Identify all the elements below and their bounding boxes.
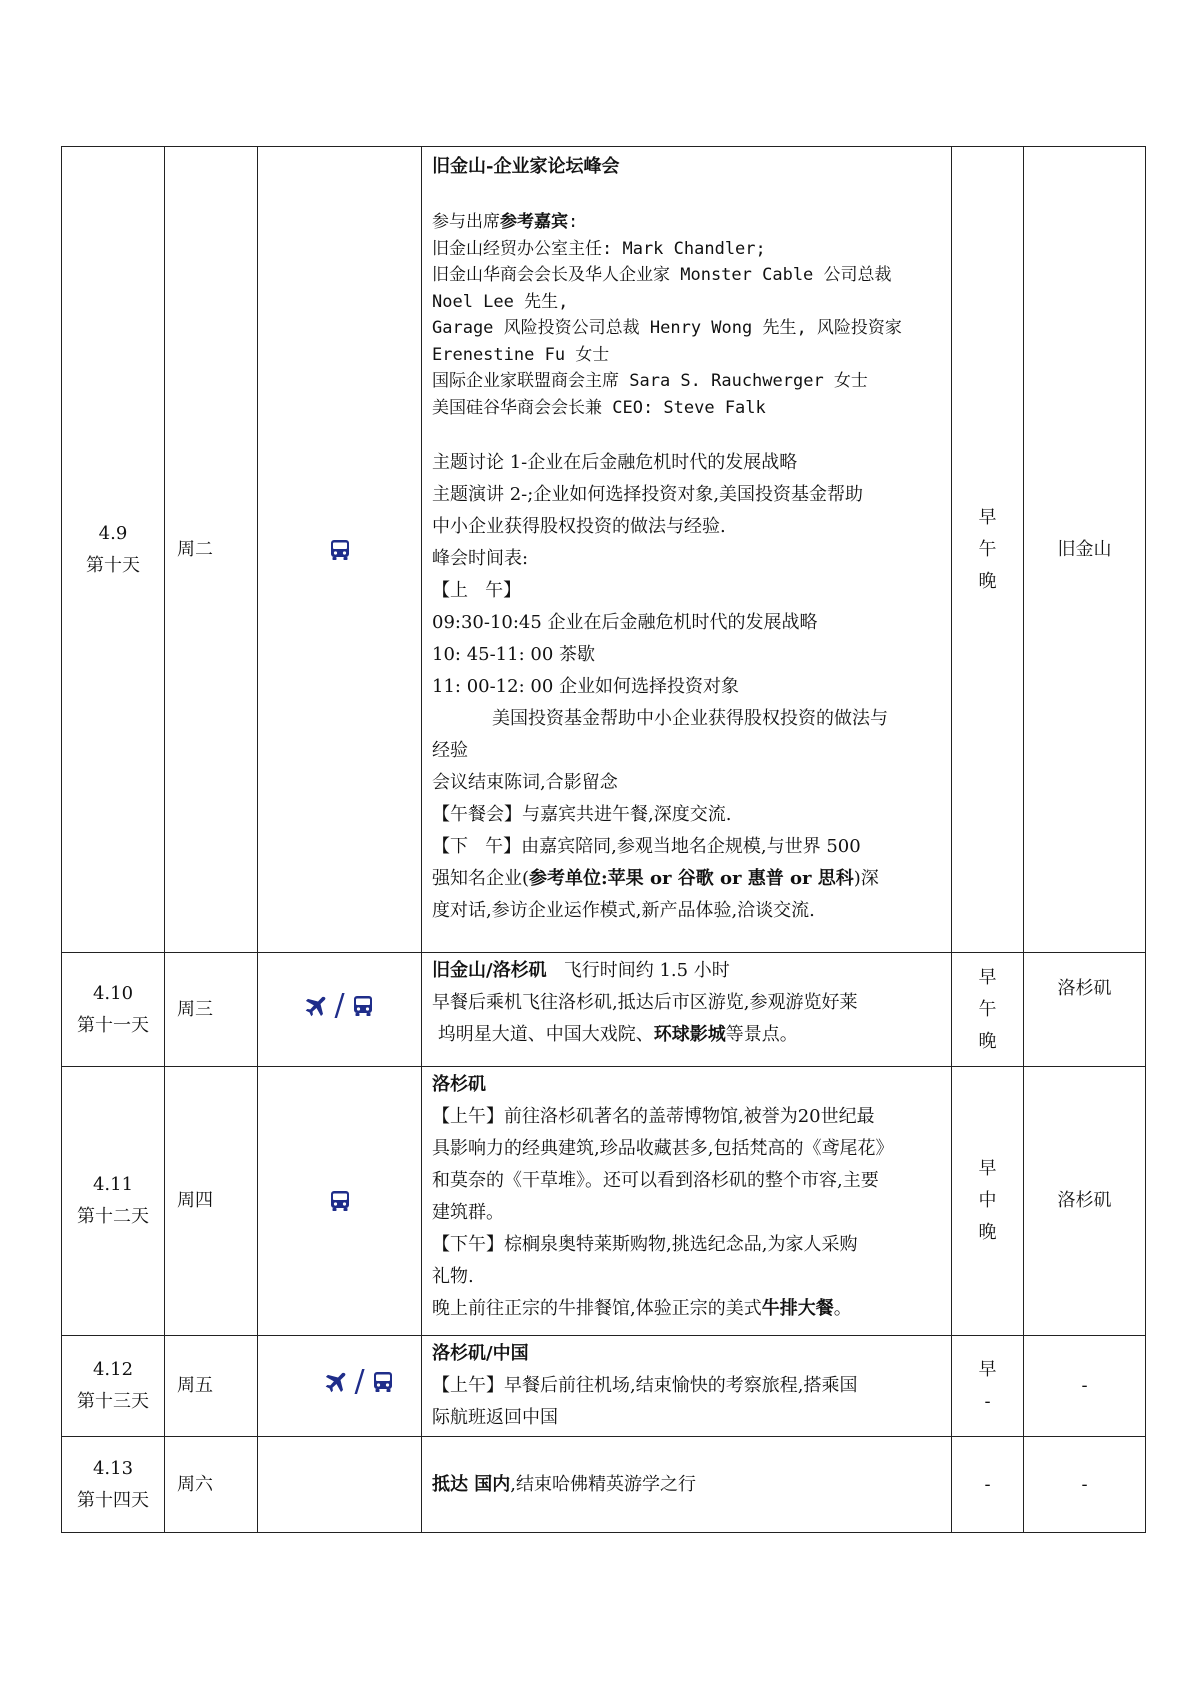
afternoon-line: 度对话,参访企业运作模式,新产品体验,洽谈交流.: [432, 900, 815, 921]
weekday-cell: 周二: [165, 147, 258, 953]
closing-line: 会议结束陈词,合影留念: [432, 772, 618, 793]
meals-cell: [952, 953, 1024, 1067]
schedule-line: 美国投资基金帮助中小企业获得股权投资的做法与: [492, 708, 888, 729]
transport-cell: [258, 953, 422, 1067]
hotel-cell: 洛杉矶: [1024, 1067, 1146, 1336]
afternoon-line: 强知名企业(参考单位:苹果 or 谷歌 or 惠普 or 思科)深: [432, 868, 879, 889]
date-text: 4.12: [92, 1359, 134, 1380]
meal-label: 早: [978, 506, 997, 528]
guest-line: Garage 风险投资公司总裁 Henry Wong 先生, 风险投资家: [432, 318, 902, 338]
weekday-cell: 周四: [165, 1067, 258, 1336]
topic-line: 主题演讲 2-;企业如何选择投资对象,美国投资基金帮助: [432, 484, 864, 505]
schedule-line: 09:30-10:45 企业在后金融危机时代的发展战略: [432, 612, 818, 633]
date-cell: [62, 147, 165, 953]
schedule-label: 【上 午】: [432, 580, 522, 601]
topic-line: 中小企业获得股权投资的做法与经验.: [432, 516, 726, 537]
day-number: 第十天: [86, 554, 140, 576]
meal-label: 晚: [978, 1030, 997, 1052]
table-row: [62, 1067, 1146, 1336]
meal-label: 早: [978, 966, 997, 988]
meals-cell: [952, 1336, 1024, 1437]
itinerary-content: [422, 1437, 952, 1533]
content-line: 建筑群。: [432, 1202, 504, 1223]
day-number: 第十一天: [77, 1014, 149, 1036]
transport-separator: /: [354, 1364, 365, 1399]
meal-label: 晚: [978, 570, 997, 592]
hotel-cell: 洛杉矶: [1024, 953, 1146, 1067]
day-title: 洛杉矶: [432, 1074, 486, 1095]
date-cell: [62, 1336, 165, 1437]
meal-label: 早: [978, 1359, 997, 1380]
content-line: 早餐后乘机飞往洛杉矶,抵达后市区游览,参观游览好莱: [432, 992, 858, 1013]
date-text: 4.9: [98, 522, 128, 544]
afternoon-line: 【下 午】由嘉宾陪同,参观当地名企规模,与世界 500: [432, 836, 861, 857]
bus-icon: [351, 994, 375, 1018]
content-line: 【上午】早餐后前往机场,结束愉快的考察旅程,搭乘国: [432, 1375, 858, 1396]
transport-cell: [258, 147, 422, 953]
bus-icon: [328, 538, 352, 562]
content-line: 际航班返回中国: [432, 1407, 558, 1428]
guest-line: 美国硅谷华商会会长兼 CEO: Steve Falk: [432, 397, 766, 418]
schedule-line: 经验: [432, 740, 468, 761]
content-line: 礼物.: [432, 1266, 474, 1287]
guests-intro: 参与出席参考嘉宾:: [432, 212, 579, 232]
transport-cell: [258, 1067, 422, 1336]
date-cell: [62, 1437, 165, 1533]
table-row: [62, 147, 1146, 953]
lunch-line: 【午餐会】与嘉宾共进午餐,深度交流.: [432, 804, 732, 825]
itinerary-content: [422, 147, 952, 953]
weekday-cell: 周五: [165, 1336, 258, 1437]
hotel-cell: -: [1024, 1437, 1146, 1533]
plane-icon: [324, 1370, 348, 1394]
weekday-cell: 周三: [165, 953, 258, 1067]
meals-cell: [952, 1437, 1024, 1533]
meals-cell: [952, 1067, 1024, 1336]
meal-label: 午: [978, 538, 997, 560]
itinerary-table: [61, 146, 1146, 1533]
date-cell: [62, 953, 165, 1067]
content-line: 具影响力的经典建筑,珍品收藏甚多,包括梵高的《鸢尾花》: [432, 1138, 894, 1159]
guest-line: Noel Lee 先生,: [432, 291, 569, 312]
plane-icon: [304, 994, 328, 1018]
content-line: 【下午】棕榈泉奥特莱斯购物,挑选纪念品,为家人采购: [432, 1234, 858, 1255]
date-text: 4.11: [92, 1174, 134, 1195]
day-number: 第十四天: [77, 1489, 149, 1511]
guest-line: 国际企业家联盟商会主席 Sara S. Rauchwerger 女士: [432, 371, 868, 391]
content-line: 抵达 国内,结束哈佛精英游学之行: [432, 1473, 697, 1495]
day-title-line: 旧金山/洛杉矶 飞行时间约 1.5 小时: [432, 960, 730, 981]
day-title: 洛杉矶/中国: [432, 1343, 529, 1364]
day-title: 旧金山-企业家论坛峰会: [432, 156, 620, 177]
meal-label: -: [984, 1391, 991, 1412]
itinerary-content: [422, 1067, 952, 1336]
table-row: [62, 1437, 1146, 1533]
table-row: [62, 953, 1146, 1067]
bus-icon: [328, 1189, 352, 1213]
transport-cell: [258, 1336, 422, 1437]
meals-cell: [952, 147, 1024, 953]
date-cell: [62, 1067, 165, 1336]
itinerary-content: [422, 1336, 952, 1437]
content-line: 晚上前往正宗的牛排餐馆,体验正宗的美式牛排大餐。: [432, 1298, 852, 1319]
meal-label: 午: [978, 998, 997, 1020]
schedule-line: 10: 45-11: 00 茶歇: [432, 644, 595, 665]
content-line: 和莫奈的《干草堆》。还可以看到洛杉矶的整个市容,主要: [432, 1170, 879, 1191]
meal-label: 早: [978, 1158, 997, 1179]
date-text: 4.13: [92, 1457, 134, 1479]
meal-label: 晚: [978, 1222, 997, 1243]
topic-line: 主题讨论 1-企业在后金融危机时代的发展战略: [432, 452, 798, 473]
itinerary-content: [422, 953, 952, 1067]
schedule-line: 11: 00-12: 00 企业如何选择投资对象: [432, 676, 739, 697]
hotel-cell: -: [1024, 1336, 1146, 1437]
day-number: 第十三天: [77, 1391, 149, 1412]
meal-label: -: [984, 1473, 991, 1495]
table-row: [62, 1336, 1146, 1437]
content-line: 坞明星大道、中国大戏院、环球影城等景点。: [432, 1024, 798, 1045]
guest-line: Erenestine Fu 女士: [432, 344, 610, 365]
transport-separator: /: [334, 987, 345, 1023]
weekday-cell: 周六: [165, 1437, 258, 1533]
day-number: 第十二天: [77, 1206, 149, 1227]
transport-cell: [258, 1437, 422, 1533]
guest-line: 旧金山华商会会长及华人企业家 Monster Cable 公司总裁: [432, 265, 892, 285]
schedule-title: 峰会时间表:: [432, 548, 529, 569]
guest-line: 旧金山经贸办公室主任: Mark Chandler;: [432, 238, 766, 259]
bus-icon: [371, 1370, 395, 1394]
hotel-cell: 旧金山: [1024, 147, 1146, 953]
date-text: 4.10: [92, 982, 134, 1004]
content-line: 【上午】前往洛杉矶著名的盖蒂博物馆,被誉为20世纪最: [432, 1106, 875, 1127]
meal-label: 中: [978, 1190, 997, 1211]
